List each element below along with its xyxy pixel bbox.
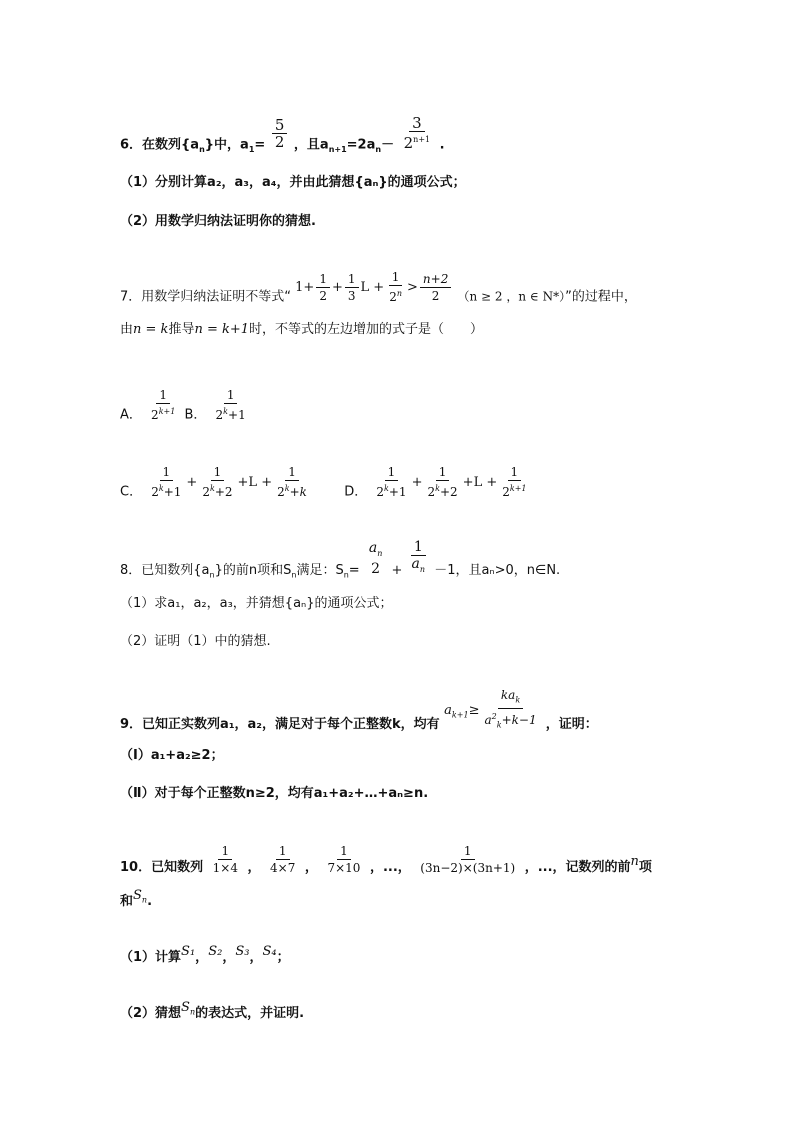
q7-options-ab: A． $\frac{1}{2^{k+1}}$ B． $\frac{1}{2^k+1}$ <box>120 398 251 432</box>
q7-line2: 由n = k推导n = k+1时，不等式的左边增加的式子是（ ） <box>120 322 484 337</box>
q6-part2: （2）用数学归纳法证明你的猜想. <box>120 214 316 229</box>
q8-frac1: $a_n$ 2 <box>368 539 383 578</box>
q9-part2: （Ⅱ）对于每个正整数n≥2，均有a₁+a₂+…+aₙ≥n. <box>120 786 429 801</box>
q7-line1: 7．用数学归纳法证明不等式“ 1+ $\frac{1}{2}$ + $\frac{1}{3}$ L + $\frac{1}{2^n}$ > $\frac{n+2}{2}$ （n ≥ 2 ，n ∈ N*）”的过程中， <box>120 270 637 305</box>
q10-term-3: $\frac{1}{7\times 10}$ <box>327 844 361 875</box>
q6-part1: （1）分别计算a₂，a₃，a₄，并由此猜想{aₙ}的通项公式； <box>120 175 466 190</box>
q10-term-general: $\frac{1}{(3n-2)\times(3n+1)}$ <box>420 844 516 875</box>
q7-optC-expr: $\frac{1}{2^k+1}$ + $\frac{1}{2^k+2}$ +L + $\frac{1}{2^k+k}$ <box>151 465 307 499</box>
q7-inequality: 1+ $\frac{1}{2}$ + $\frac{1}{3}$ L + $\frac{1}{2^n}$ > $\frac{n+2}{2}$ <box>295 280 457 295</box>
q7-optB-frac: $\frac{1}{2^k+1}$ <box>215 388 246 422</box>
q8-part2: （2）证明（1）中的猜想. <box>120 634 271 649</box>
q9-line1: 9．已知正实数列a₁，a₂，满足对于每个正整数k，均有 $a_{k+1}\ge$ $\frac{ka_k}{a^2_k+k-1}$ ，证明： <box>120 688 598 732</box>
q8-part1: （1）求a₁，a₂，a₃，并猜想{aₙ}的通项公式； <box>120 596 393 611</box>
q10-line2: 和$S_n$. <box>120 888 153 909</box>
q6-line: 6．在数列$\{a_n\}$中，$a_1=$ $\frac{5}{2}$ ，且$a_{n+1}=2a_n-$ $\frac{3}{2^{n+1}}$ . <box>120 114 445 155</box>
q10-line1: 10．已知数列 $\frac{1}{1\times 4}$ ， $\frac{1}{4\times 7}$ ， $\frac{1}{7\times 10}$ ，...， $\frac{1}{(3n-2)\times(3n+1)}$ ，...，记数列的前n项 <box>120 844 652 875</box>
q10-term-1: $\frac{1}{1\times 4}$ <box>212 844 238 875</box>
q7-optA-frac: $\frac{1}{2^{k+1}}$ <box>151 388 176 422</box>
q9-inequality: $a_{k+1}\ge$ $\frac{ka_k}{a^2_k+k-1}$ <box>444 688 537 730</box>
q9-part1: （Ⅰ）a₁+a₂≥2； <box>120 748 224 763</box>
q6-frac-rhs: $\frac{3}{2^{n+1}}$ <box>403 114 431 152</box>
q10-part2: （2）猜想$S_n$的表达式，并证明. <box>120 1000 305 1021</box>
q10-term-2: $\frac{1}{4\times 7}$ <box>270 844 296 875</box>
q7-options-cd: C． $\frac{1}{2^k+1}$ + $\frac{1}{2^k+2}$ +L + $\frac{1}{2^k+k}$ D． $\frac{1}{2^k+1}$ + $\frac{1}{2^k+2}$ +L + $\frac{1}{2^{k+1}}$ <box>120 475 532 509</box>
q10-part1: （1）计算S₁，S₂，S₃，S₄； <box>120 944 290 965</box>
q8-line1: 8．已知数列$\{a_n\}$的前n项和$S_n$满足：$S_n=$ $a_n$ 2 + $\frac{1}{a_n}$ －1，且aₙ>0，n∈N. <box>120 539 561 580</box>
q8-frac2: $\frac{1}{a_n}$ <box>411 539 426 574</box>
q7-optD-expr: $\frac{1}{2^k+1}$ + $\frac{1}{2^k+2}$ +L + $\frac{1}{2^{k+1}}$ <box>376 465 527 499</box>
q6-frac-a1: $\frac{5}{2}$ <box>272 118 288 149</box>
